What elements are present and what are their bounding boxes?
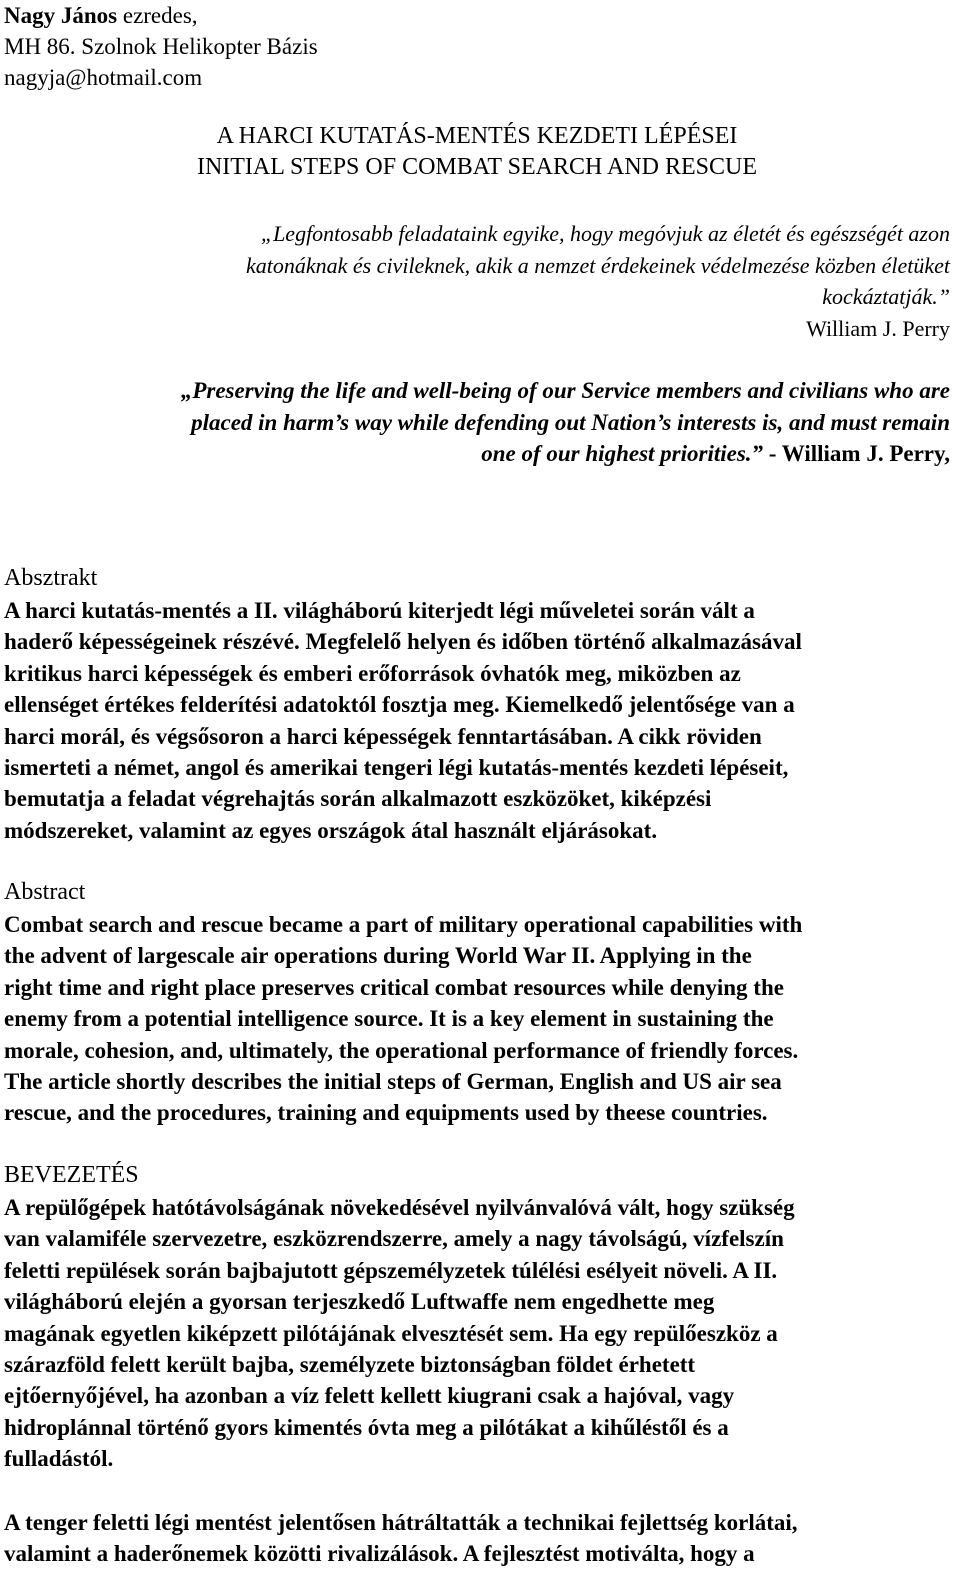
abstract-en-line: Combat search and rescue became a part of military operational capabilities with xyxy=(4,912,803,937)
intro-line: fulladástól. xyxy=(4,1446,114,1472)
intro-body xyxy=(4,1192,795,1475)
intro-line: A repülőgépek hatótávolságának növekedésével nyilvánvalóvá vált, hogy szükség xyxy=(4,1195,795,1220)
epigraph-en-signature: - William J. Perry, xyxy=(763,441,950,466)
abstract-hu-body xyxy=(4,595,802,846)
intro-p2-line: valamint a haderőnemek közötti rivalizálások. A fejlesztést motiválta, hogy a xyxy=(4,1541,755,1567)
abstract-en-heading: Abstract xyxy=(4,879,86,905)
abstract-en-body xyxy=(4,909,802,1129)
author-block xyxy=(4,0,318,93)
abstract-hu-line: kritikus harci képességek és emberi erőforrások óvhatók meg, miközben az xyxy=(4,660,741,686)
title-en: INITIAL STEPS OF COMBAT SEARCH AND RESCUE xyxy=(196,154,758,180)
intro-p2-line: A tenger feletti légi mentést jelentősen hátráltatták a technikai fejlettség korlátai, xyxy=(4,1510,798,1535)
epigraph-hu-line: kockáztatják.” xyxy=(822,284,950,309)
epigraph-hu xyxy=(4,218,950,344)
intro-line: világháború elején a gyorsan terjeszkedő Luftwaffe nem engedhette meg xyxy=(4,1289,715,1315)
abstract-en-line: enemy from a potential intelligence source. It is a key element in sustaining the xyxy=(4,1006,774,1032)
abstract-hu-line: haderő képességeinek részévé. Megfelelő helyen és időben történő alkalmazásával xyxy=(4,629,802,655)
intro-line: van valamiféle szervezetre, eszközrendszerre, amely a nagy távolságú, vízfelszín xyxy=(4,1226,784,1252)
epigraph-en-last-text: one of our highest priorities.” xyxy=(481,441,764,466)
abstract-hu-line: harci morál, és végsősoron a harci képességek fenntartásában. A cikk röviden xyxy=(4,723,762,749)
epigraph-en-line: placed in harm’s way while defending out Nation’s interests is, and must remain xyxy=(191,409,950,435)
intro-body-paragraph-2 xyxy=(4,1507,798,1570)
abstract-hu-line: A harci kutatás-mentés a II. világháború kiterjedt légi műveletei során vált a xyxy=(4,598,755,623)
abstract-en-line: right time and right place preserves critical combat resources while denying the xyxy=(4,974,784,1000)
epigraph-en-last-line xyxy=(4,438,950,470)
intro-line: ejtőernyőjével, ha azonban a víz felett kellett kiugrani csak a hajóval, vagy xyxy=(4,1383,735,1409)
abstract-hu-line: bemutatja a feladat végrehajtás során alkalmazott eszközöket, kiképzési xyxy=(4,786,712,812)
intro-line: magának egyetlen kiképzett pilótájának elvesztését sem. Ha egy repülőeszköz a xyxy=(4,1320,778,1346)
author-unit: MH 86. Szolnok Helikopter Bázis xyxy=(4,34,318,59)
abstract-hu-line: ellenséget értékes felderítési adatoktól fosztja meg. Kiemelkedő jelentősége van a xyxy=(4,692,795,718)
author-rank: ezredes, xyxy=(117,3,198,28)
epigraph-hu-line: „Legfontosabb feladataink egyike, hogy megóvjuk az életét és egészségét azon xyxy=(260,221,950,246)
abstract-en-line: The article shortly describes the initial steps of German, English and US air sea xyxy=(4,1069,782,1095)
author-line xyxy=(4,0,318,31)
epigraph-en xyxy=(4,375,950,470)
abstract-en-line: rescue, and the procedures, training and equipments used by theese countries. xyxy=(4,1100,768,1126)
title-hu: A HARCI KUTATÁS-MENTÉS KEZDETI LÉPÉSEI xyxy=(216,123,738,149)
abstract-en-line: morale, cohesion, and, ultimately, the operational performance of friendly forces. xyxy=(4,1037,799,1063)
abstract-hu-line: ismerteti a német, angol és amerikai tengeri légi kutatás-mentés kezdeti lépéseit, xyxy=(4,755,789,781)
abstract-hu-line: módszereket, valamint az egyes országok átal használt eljárásokat. xyxy=(4,817,658,843)
intro-line: hidroplánnal történő gyors kimentés óvta meg a pilótákat a kihűléstől és a xyxy=(4,1414,729,1440)
intro-line: szárazföld felett került bajba, személyzete biztonságban földet érhetett xyxy=(4,1352,696,1378)
intro-heading: BEVEZETÉS xyxy=(4,1162,139,1188)
intro-line: feletti repülések során bajbajutott gépszemélyzetek túlélési esélyeit növeli. A II. xyxy=(4,1257,778,1283)
epigraph-hu-line: katonáknak és civileknek, akik a nemzet érdekeinek védelmezése közben életüket xyxy=(245,252,950,278)
abstract-hu-heading: Absztrakt xyxy=(4,565,98,591)
epigraph-en-line: „Preserving the life and well-being of our Service members and civilians who are xyxy=(180,378,950,403)
paper-title xyxy=(4,121,950,183)
epigraph-hu-signature: William J. Perry xyxy=(806,315,950,341)
abstract-en-line: the advent of largescale air operations during World War II. Applying in the xyxy=(4,943,752,969)
author-email: nagyja@hotmail.com xyxy=(4,65,203,90)
author-name: Nagy János xyxy=(4,3,118,28)
